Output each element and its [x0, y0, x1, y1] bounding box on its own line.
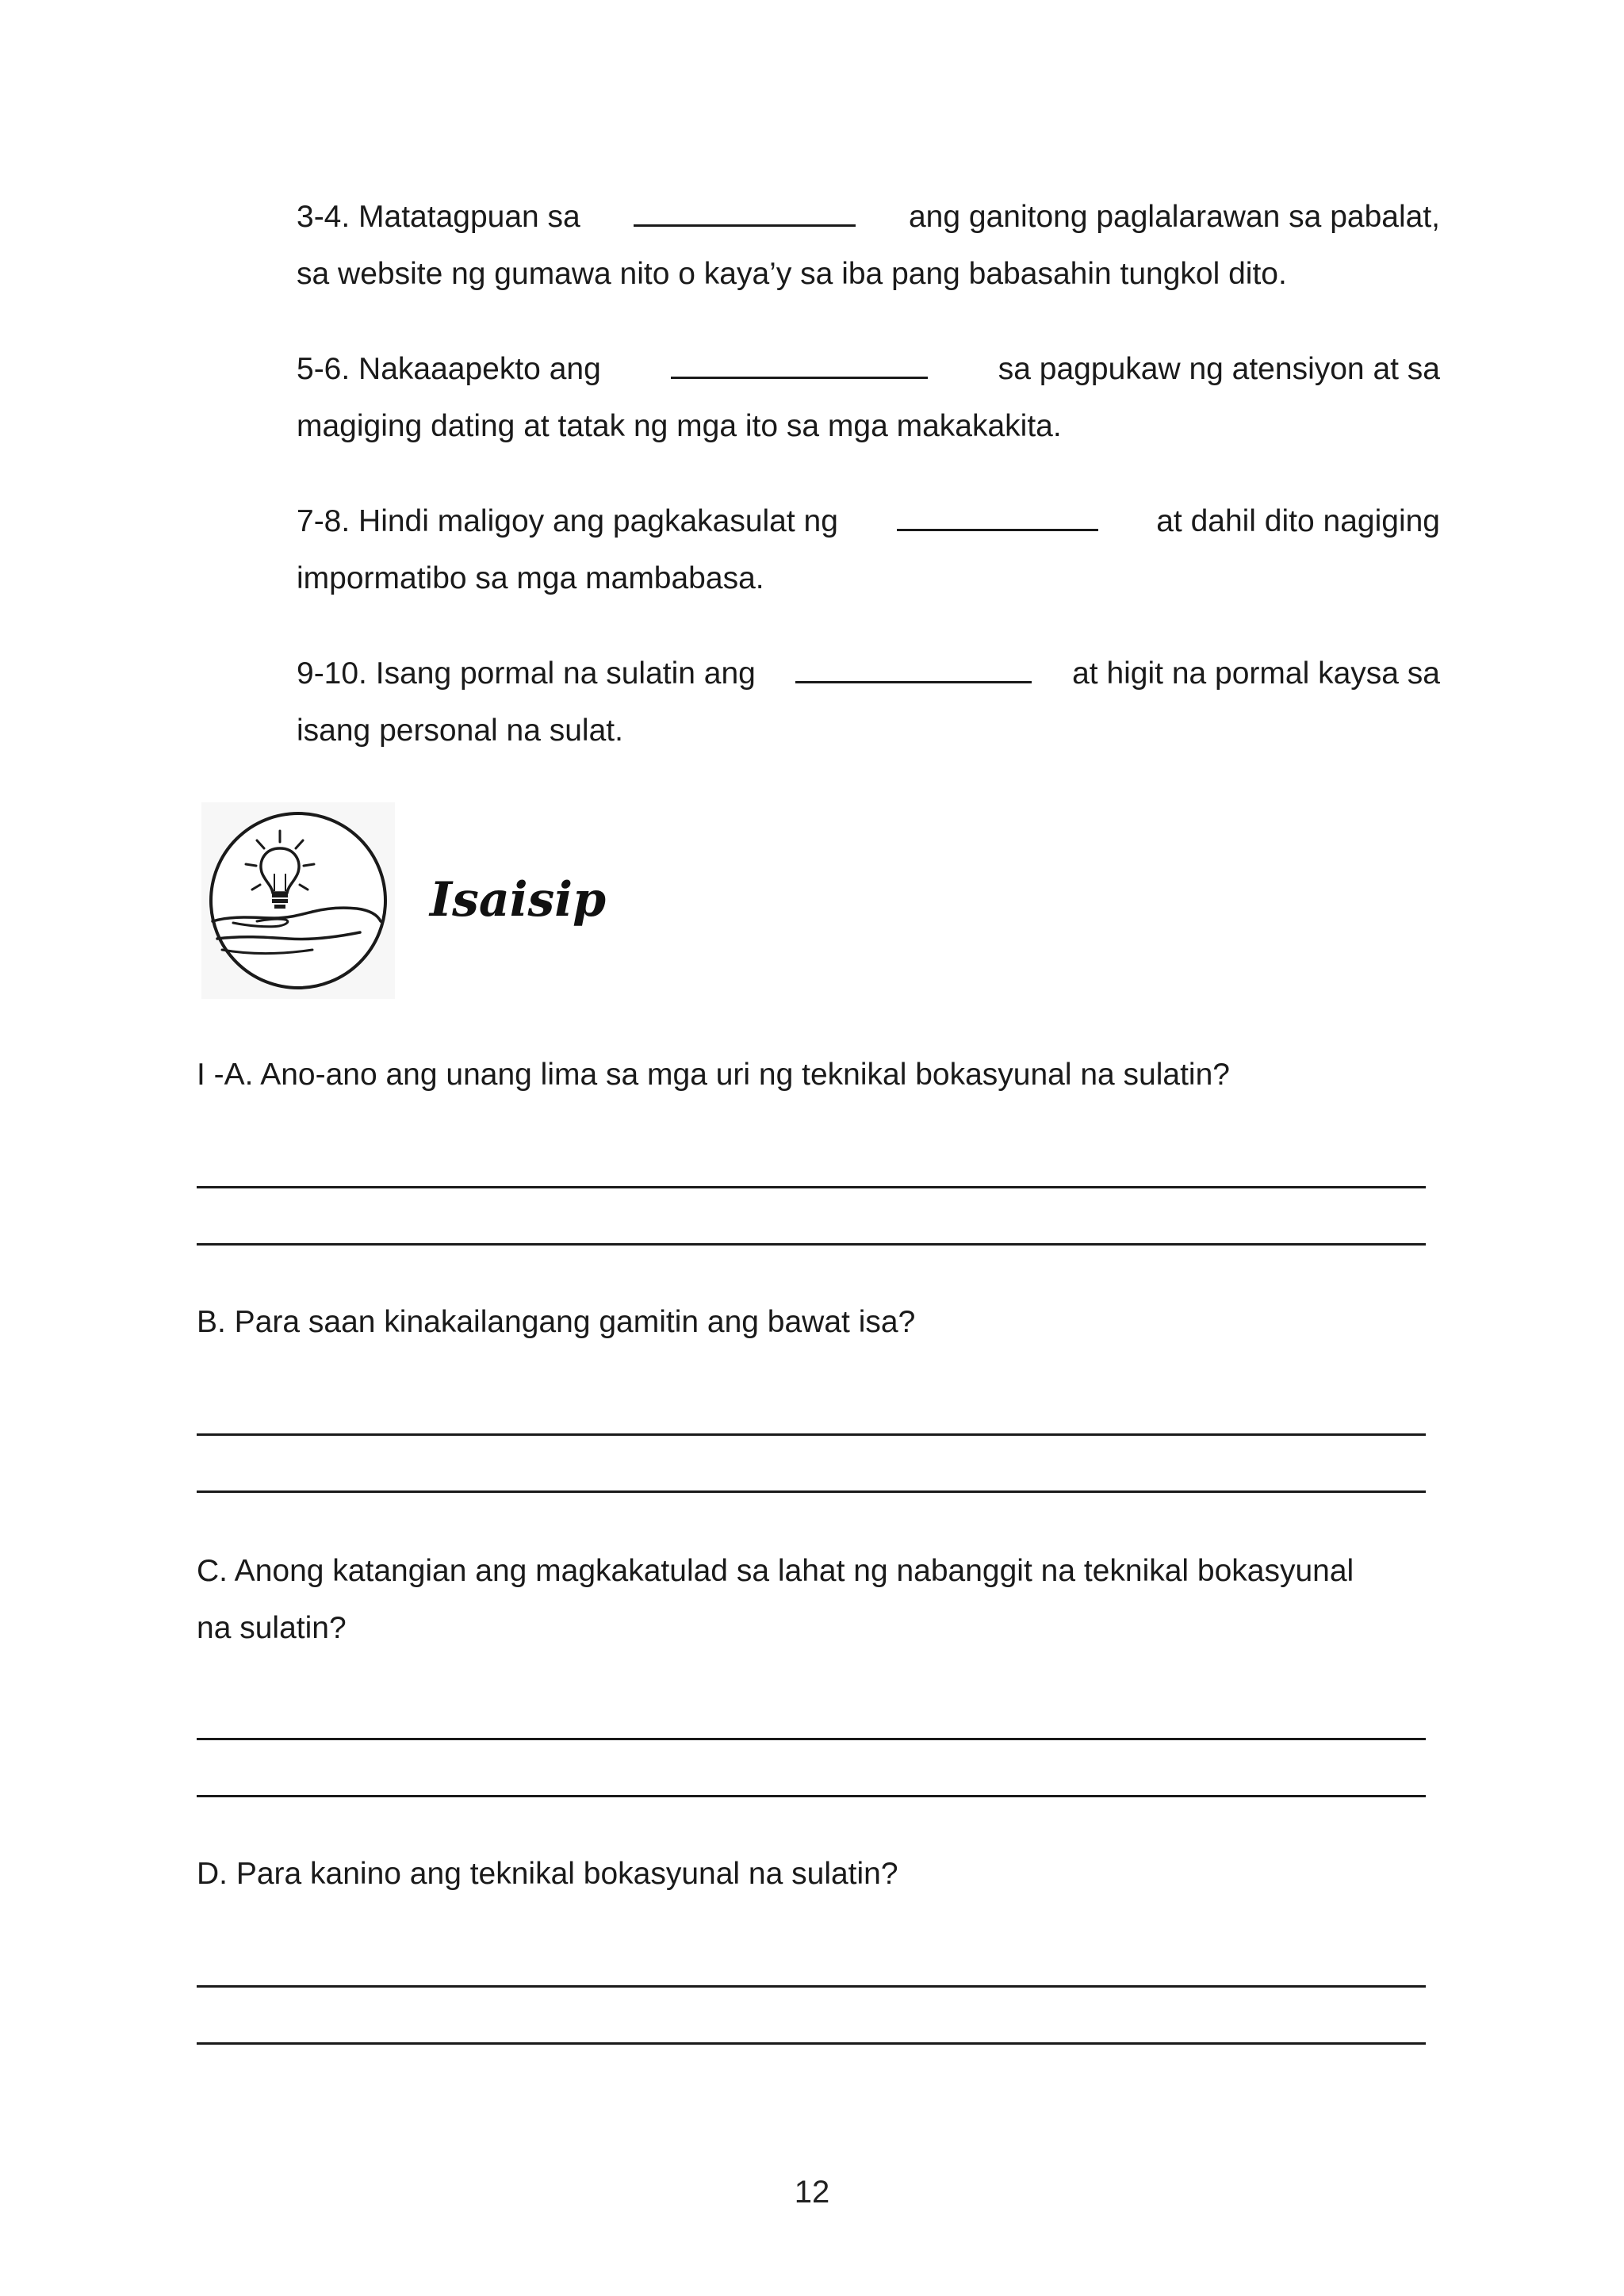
item-text-after-blank: sa pagpukaw ng atensiyon at sa: [998, 352, 1440, 386]
item-text-after-blank: at higit na pormal kaysa sa: [1072, 656, 1440, 691]
page-number: 12: [794, 2175, 830, 2210]
item-first-line: [297, 493, 1440, 550]
question-d: [197, 1846, 1442, 1903]
item-second-line: impormatibo sa mga mambabasa.: [297, 561, 764, 595]
item-text-after-blank: ang ganitong paglalarawan sa pabalat,: [908, 200, 1440, 234]
answer-line[interactable]: [197, 1243, 1426, 1246]
item-text-after-blank: at dahil dito nagiging: [1156, 504, 1440, 538]
fill-in-item-9-10: [297, 645, 1440, 760]
item-second-line: magiging dating at tatak ng mga ito sa mga makakakita.: [297, 409, 1062, 443]
answer-line[interactable]: [197, 2042, 1426, 2045]
answer-blank[interactable]: [897, 499, 1098, 531]
item-first-line: [297, 645, 1440, 702]
question-text: I -A. Ano-ano ang unang lima sa mga uri ng teknikal bokasyunal na sulatin?: [197, 1058, 1230, 1092]
item-text-before-blank: 7-8. Hindi maligoy ang pagkakasulat ng: [297, 504, 838, 538]
item-first-line: [297, 189, 1440, 246]
item-text-before-blank: 9-10. Isang pormal na sulatin ang: [297, 656, 756, 691]
answer-line[interactable]: [197, 1738, 1426, 1740]
item-second-line: isang personal na sulat.: [297, 714, 623, 748]
fill-in-item-3-4: [297, 189, 1440, 303]
item-first-line: [297, 341, 1440, 398]
question-text: B. Para saan kinakailangang gamitin ang bawat isa?: [197, 1305, 916, 1339]
lightbulb-in-hand-icon: [201, 802, 395, 999]
section-title: Isaisip: [430, 872, 607, 928]
answer-blank[interactable]: [634, 194, 856, 227]
answer-line[interactable]: [197, 1433, 1426, 1436]
item-second-line: sa website ng gumawa nito o kaya’y sa iba pang babasahin tungkol dito.: [297, 257, 1287, 291]
item-text-before-blank: 5-6. Nakaaapekto ang: [297, 352, 601, 386]
question-a: [197, 1047, 1442, 1104]
answer-line[interactable]: [197, 1985, 1426, 1988]
fill-in-item-5-6: [297, 341, 1440, 455]
question-b: [197, 1294, 1442, 1351]
answer-line[interactable]: [197, 1795, 1426, 1797]
question-text: C. Anong katangian ang magkakatulad sa lahat ng nabanggit na teknikal bokasyunal: [197, 1554, 1354, 1588]
answer-line[interactable]: [197, 1186, 1426, 1188]
item-text-before-blank: 3-4. Matatagpuan sa: [297, 200, 580, 234]
answer-blank[interactable]: [671, 346, 928, 379]
question-c: [197, 1543, 1442, 1657]
question-text: D. Para kanino ang teknikal bokasyunal na sulatin?: [197, 1857, 898, 1891]
answer-line[interactable]: [197, 1490, 1426, 1493]
fill-in-item-7-8: [297, 493, 1440, 607]
answer-blank[interactable]: [795, 651, 1032, 683]
question-text-continued: na sulatin?: [197, 1611, 347, 1645]
